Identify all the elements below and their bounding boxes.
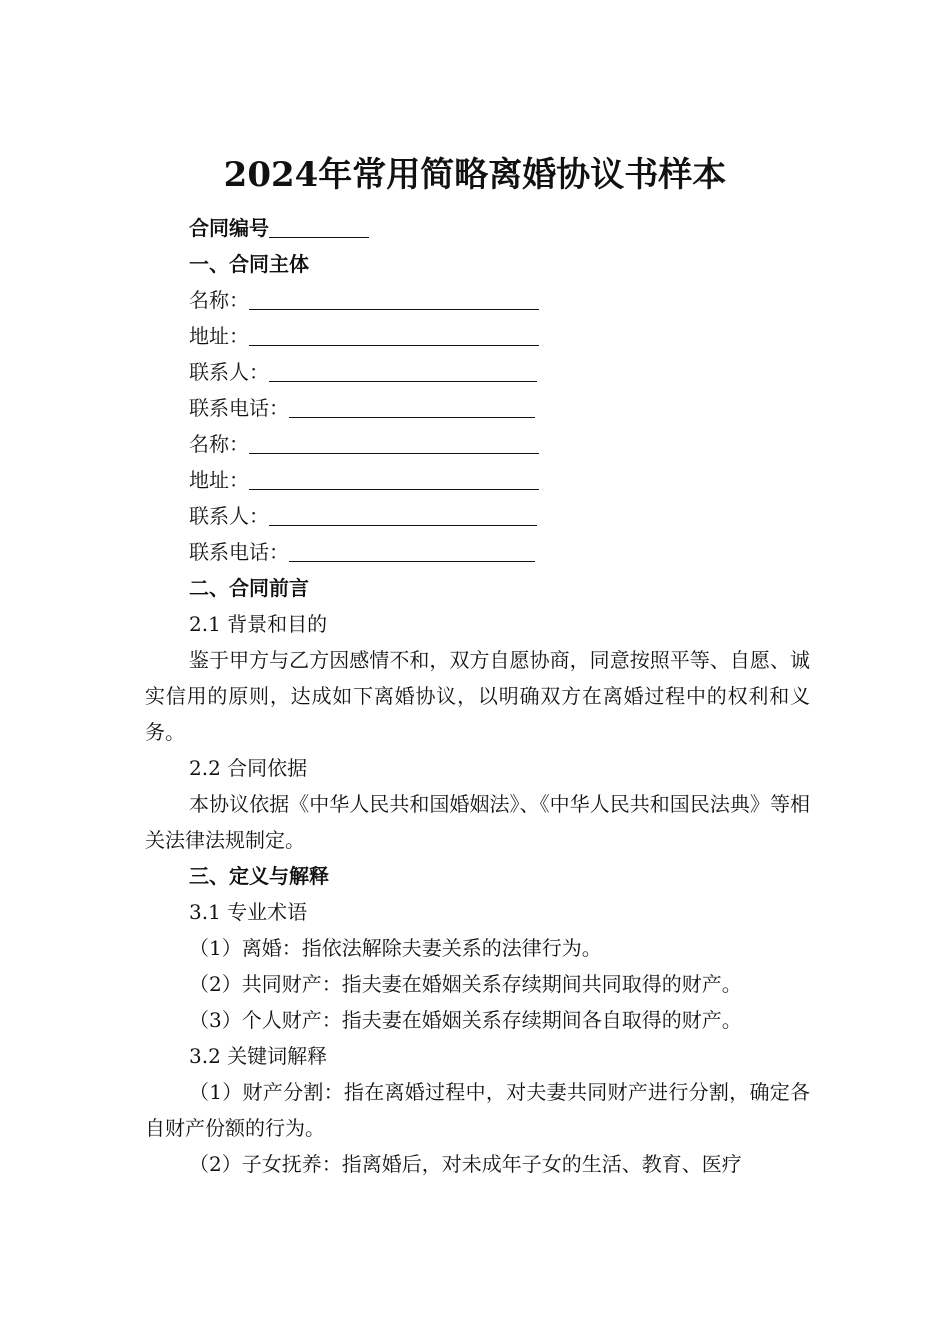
document-body <box>145 210 810 1182</box>
party-b-phone-row <box>145 534 810 570</box>
party-b-address-blank[interactable] <box>249 467 539 490</box>
party-a-address-label: 地址： <box>189 324 249 348</box>
section3-sub2-title: 3.2 关键词解释 <box>189 1044 328 1068</box>
party-b-phone-blank[interactable] <box>289 539 535 562</box>
party-b-name-row <box>145 426 810 462</box>
party-b-contact-row <box>145 498 810 534</box>
term-item: （2）共同财产：指夫妻在婚姻关系存续期间共同取得的财产。 <box>189 972 742 996</box>
document-title: 2024年常用简略离婚协议书样本 <box>223 155 727 195</box>
party-a-contact-blank[interactable] <box>269 359 537 382</box>
section3-sub1-title: 3.1 专业术语 <box>189 900 308 924</box>
section1-heading: 一、合同主体 <box>189 252 309 276</box>
party-b-address-row <box>145 462 810 498</box>
party-b-contact-blank[interactable] <box>269 503 537 526</box>
party-a-name-label: 名称： <box>189 288 249 312</box>
section2-sub1-text: 鉴于甲方与乙方因感情不和，双方自愿协商，同意按照平等、自愿、诚实信用的原则，达成如下离婚协议，以明确双方在离婚过程中的权利和义务。 <box>145 648 810 744</box>
party-b-name-label: 名称： <box>189 432 249 456</box>
term-item: （1）离婚：指依法解除夫妻关系的法律行为。 <box>189 936 602 960</box>
party-a-name-blank[interactable] <box>249 287 539 310</box>
party-a-contact-row <box>145 354 810 390</box>
keyword-item: （2）子女抚养：指离婚后，对未成年子女的生活、教育、医疗 <box>189 1152 742 1176</box>
term-item: （3）个人财产：指夫妻在婚姻关系存续期间各自取得的财产。 <box>189 1008 742 1032</box>
party-b-contact-label: 联系人： <box>189 504 269 528</box>
party-b-name-blank[interactable] <box>249 431 539 454</box>
keyword-item: （1）财产分割：指在离婚过程中，对夫妻共同财产进行分割，确定各自财产份额的行为。 <box>145 1080 810 1140</box>
party-a-contact-label: 联系人： <box>189 360 269 384</box>
party-a-address-row <box>145 318 810 354</box>
party-b-address-label: 地址： <box>189 468 249 492</box>
party-a-address-blank[interactable] <box>249 323 539 346</box>
section2-heading: 二、合同前言 <box>189 576 309 600</box>
section2-sub2-title: 2.2 合同依据 <box>189 756 308 780</box>
section2-sub2-text: 本协议依据《中华人民共和国婚姻法》、《中华人民共和国民法典》等相关法律法规制定。 <box>145 792 810 852</box>
contract-number-blank[interactable] <box>269 215 369 238</box>
party-b-phone-label: 联系电话： <box>189 540 289 564</box>
section2-sub1-title: 2.1 背景和目的 <box>189 612 328 636</box>
party-a-phone-blank[interactable] <box>289 395 535 418</box>
party-a-phone-label: 联系电话： <box>189 396 289 420</box>
section3-heading: 三、定义与解释 <box>189 864 329 888</box>
party-a-phone-row <box>145 390 810 426</box>
contract-number-row <box>145 210 810 246</box>
party-a-name-row <box>145 282 810 318</box>
contract-number-label: 合同编号 <box>189 216 269 240</box>
